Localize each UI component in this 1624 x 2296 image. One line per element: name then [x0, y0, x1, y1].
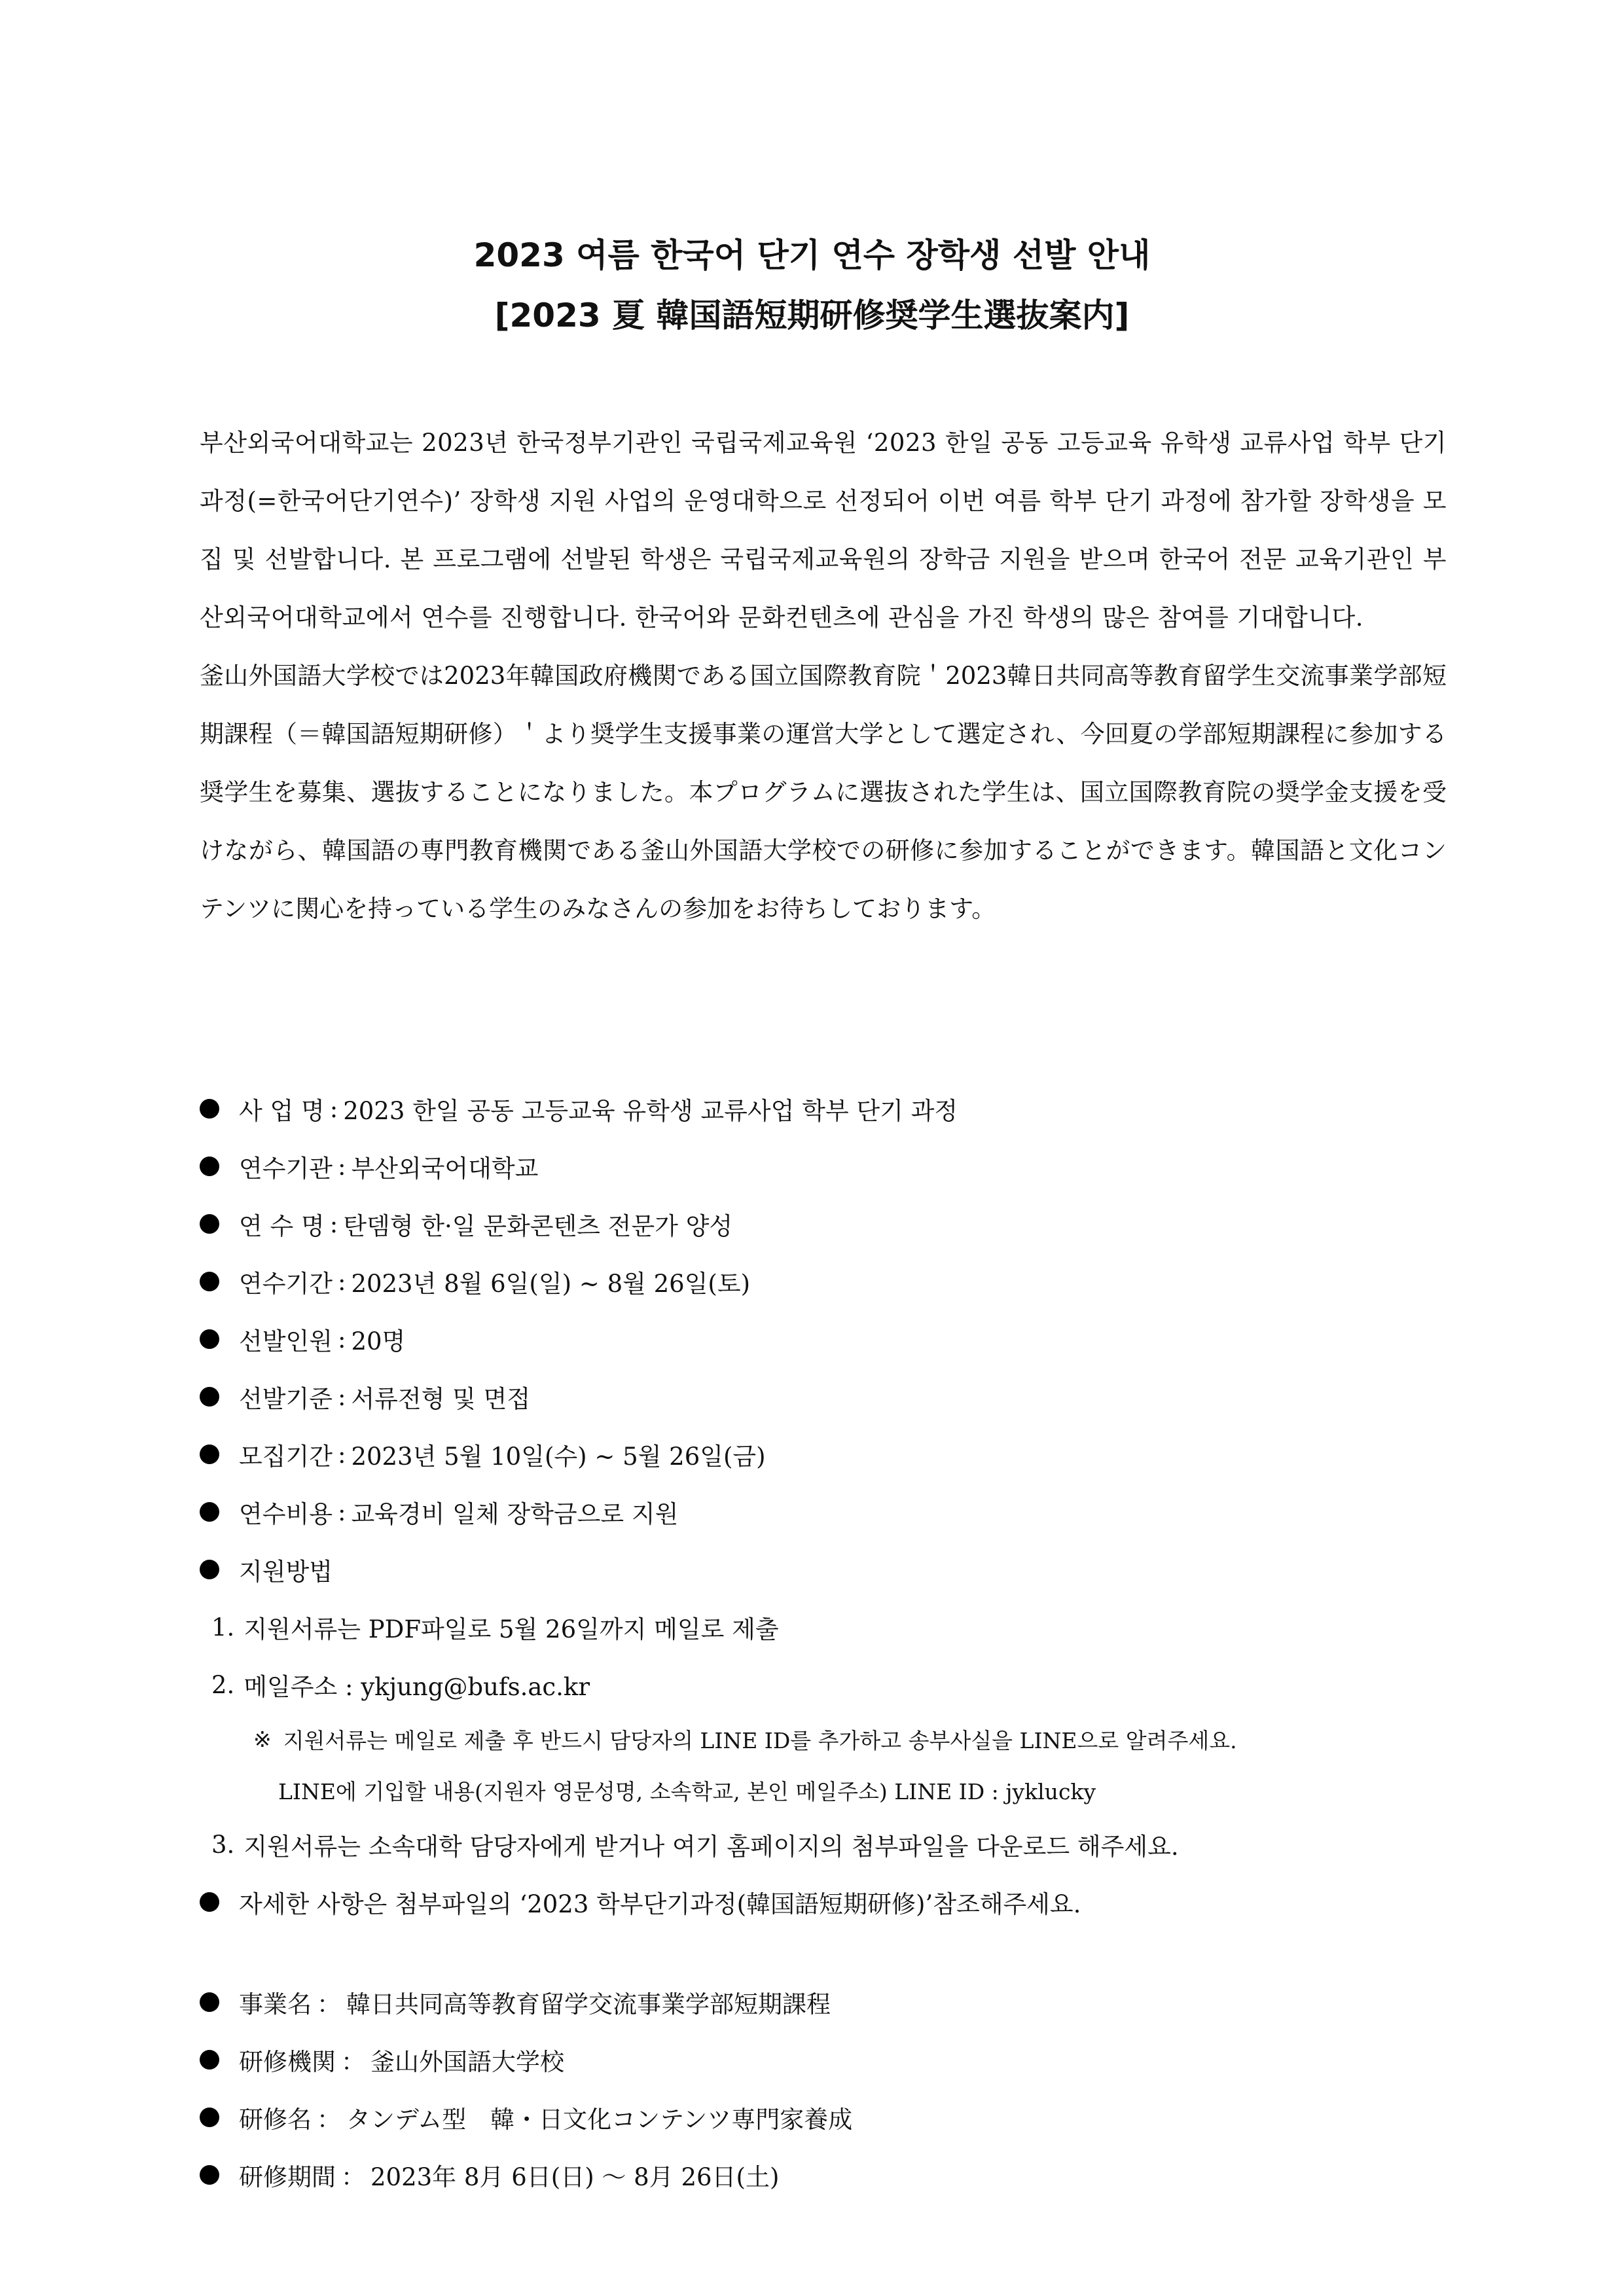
item-separator: : [337, 1267, 346, 1296]
item-separator: ： [341, 2163, 365, 2191]
item-separator: : [337, 1498, 346, 1526]
list-item [200, 2146, 1447, 2204]
bullet-icon [200, 1214, 219, 1234]
detail-item [200, 1873, 1447, 1931]
apply-step-1 [200, 1598, 1447, 1656]
step-number: 3. [211, 1830, 235, 1859]
item-separator: ： [341, 2048, 365, 2076]
bullet-icon [200, 1444, 219, 1464]
item-value: 2023년 5월 10일(수) ~ 5월 26일(금) [351, 1443, 766, 1471]
bullet-icon [200, 1560, 219, 1579]
item-label: 事業名 [239, 1990, 312, 2018]
item-separator: ： [317, 2106, 341, 2134]
apply-step-3 [200, 1816, 1447, 1873]
intro-paragraph-korean: 부산외국어대학교는 2023년 한국정부기관인 국립국제교육원 ‘2023 한일 공동 고등교육 유학생 교류사업 학부 단기 과정(=한국어단기연수)’ 장학생 지원 사업의 운영대학으로 선정되어 이번 여름 학부 단기 과정에 참가할 장학생을 모집 및 선발합니다. 본 프로그램에 선발된 학생은 국립국제교육원의 장학금 지원을 받으며 한국어 전문 교육기관인 부산외국어대학교에서 연수를 진행합니다. 한국어와 문화컨텐츠에 관심을 가진 학생의 많은 참여를 기대합니다. [200, 429, 1447, 632]
bullet-icon [200, 1992, 219, 2012]
item-separator: ： [317, 1990, 341, 2018]
apply-heading-text: 지원방법 [239, 1558, 333, 1586]
step-number: 2. [211, 1670, 235, 1699]
item-value: タンデム型 韓・日文化コンテンツ専門家養成 [346, 2106, 853, 2134]
apply-note-2 [200, 1765, 1447, 1816]
info-list-korean [200, 1080, 1447, 1931]
step-text: 지원서류는 소속대학 담당자에게 받거나 여기 홈페이지의 첨부파일을 다운로드 해주세요. [244, 1833, 1179, 1861]
intro-section [200, 414, 1447, 938]
item-label: 연수기관 [239, 1155, 333, 1183]
reference-mark-icon: ※ [253, 1726, 272, 1752]
bullet-icon [200, 2050, 219, 2070]
item-value: 2023 한일 공동 고등교육 유학생 교류사업 학부 단기 과정 [343, 1097, 958, 1125]
list-item [200, 1973, 1447, 2031]
item-label: 연수비용 [239, 1500, 333, 1528]
page-title-japanese: [2023 夏 韓国語短期研修奨学生選抜案内] [494, 296, 1130, 334]
item-separator: : [337, 1152, 346, 1181]
item-separator: : [337, 1440, 346, 1469]
apply-note-1 [200, 1713, 1447, 1765]
list-item [200, 1253, 1447, 1310]
list-item [200, 1426, 1447, 1483]
note-text: LINE에 기입할 내용(지원자 영문성명, 소속학교, 본인 메일주소) LINE ID : jyklucky [278, 1778, 1096, 1804]
item-label: 모집기간 [239, 1443, 333, 1471]
item-value: 釜山外国語大学校 [370, 2048, 564, 2076]
bullet-icon [200, 2108, 219, 2127]
item-value: 2023년 8월 6일(일) ~ 8월 26일(토) [351, 1270, 751, 1298]
item-separator: : [329, 1210, 338, 1238]
item-label: 선발인원 [239, 1327, 333, 1355]
item-label: 研修期間 [239, 2163, 336, 2191]
bullet-icon [200, 1329, 219, 1349]
item-value: 교육경비 일체 장학금으로 지원 [351, 1500, 679, 1528]
item-value: 탄뎀형 한·일 문화콘텐츠 전문가 양성 [343, 1212, 733, 1240]
step-number: 1. [211, 1613, 235, 1641]
bullet-icon [200, 1892, 219, 1912]
item-value: 韓日共同高等教育留学交流事業学部短期課程 [346, 1990, 831, 2018]
item-label: 研修名 [239, 2106, 312, 2134]
item-label: 연 수 명 [239, 1212, 325, 1240]
item-value: 서류전형 및 면접 [351, 1385, 531, 1413]
apply-step-2 [200, 1656, 1447, 1713]
item-label: 研修機関 [239, 2048, 336, 2076]
item-value: 20명 [351, 1327, 406, 1355]
apply-heading [200, 1541, 1447, 1598]
list-item [200, 1080, 1447, 1138]
detail-text: 자세한 사항은 첨부파일의 ‘2023 학부단기과정(韓国語短期研修)’참조해주세요. [239, 1890, 1081, 1918]
list-item [200, 1368, 1447, 1426]
item-separator: : [329, 1094, 338, 1123]
bullet-icon [200, 1099, 219, 1119]
item-separator: : [337, 1382, 346, 1411]
item-label: 선발기준 [239, 1385, 333, 1413]
item-separator: : [337, 1325, 346, 1354]
page-title-korean: 2023 여름 한국어 단기 연수 장학생 선발 안내 [473, 236, 1151, 274]
list-item [200, 2031, 1447, 2089]
bullet-icon [200, 1502, 219, 1522]
bullet-icon [200, 1272, 219, 1291]
list-item [200, 1310, 1447, 1368]
bullet-icon [200, 1387, 219, 1407]
bullet-icon [200, 1157, 219, 1176]
item-label: 연수기간 [239, 1270, 333, 1298]
step-text: 지원서류는 PDF파일로 5월 26일까지 메일로 제출 [244, 1615, 779, 1643]
list-item [200, 1138, 1447, 1195]
bullet-icon [200, 2165, 219, 2185]
intro-paragraph-japanese: 釜山外国語大学校では2023年韓国政府機関である国立国際教育院＇2023韓日共同高等教育留学生交流事業学部短期課程（＝韓国語短期研修）＇より奨学生支援事業の運営大学として選定され、今回夏の学部短期課程に参加する奨学生を募集、選抜することになりました。本プログラムに選抜された学生は、国立国際教育院の奨学金支援を受けながら、韓国語の専門教育機関である釜山外国語大学校での研修に参加することができます。韓国語と文化コンテンツに関心を持っている学生のみなさんの参加をお待ちしております。 [200, 662, 1447, 923]
item-value: 2023年 8月 6日(日) ～ 8月 26日(土) [370, 2163, 780, 2191]
list-item [200, 1195, 1447, 1253]
info-list-japanese [200, 1973, 1447, 2204]
title-block [0, 232, 1624, 338]
note-text: 지원서류는 메일로 제출 후 반드시 담당자의 LINE ID를 추가하고 송부사실을 LINE으로 알려주세요. [283, 1727, 1237, 1753]
email-text: 메일주소 : ykjung@bufs.ac.kr [244, 1673, 590, 1701]
item-label: 사 업 명 [239, 1097, 325, 1125]
item-value: 부산외국어대학교 [351, 1155, 539, 1183]
list-item [200, 1483, 1447, 1541]
list-item [200, 2089, 1447, 2146]
